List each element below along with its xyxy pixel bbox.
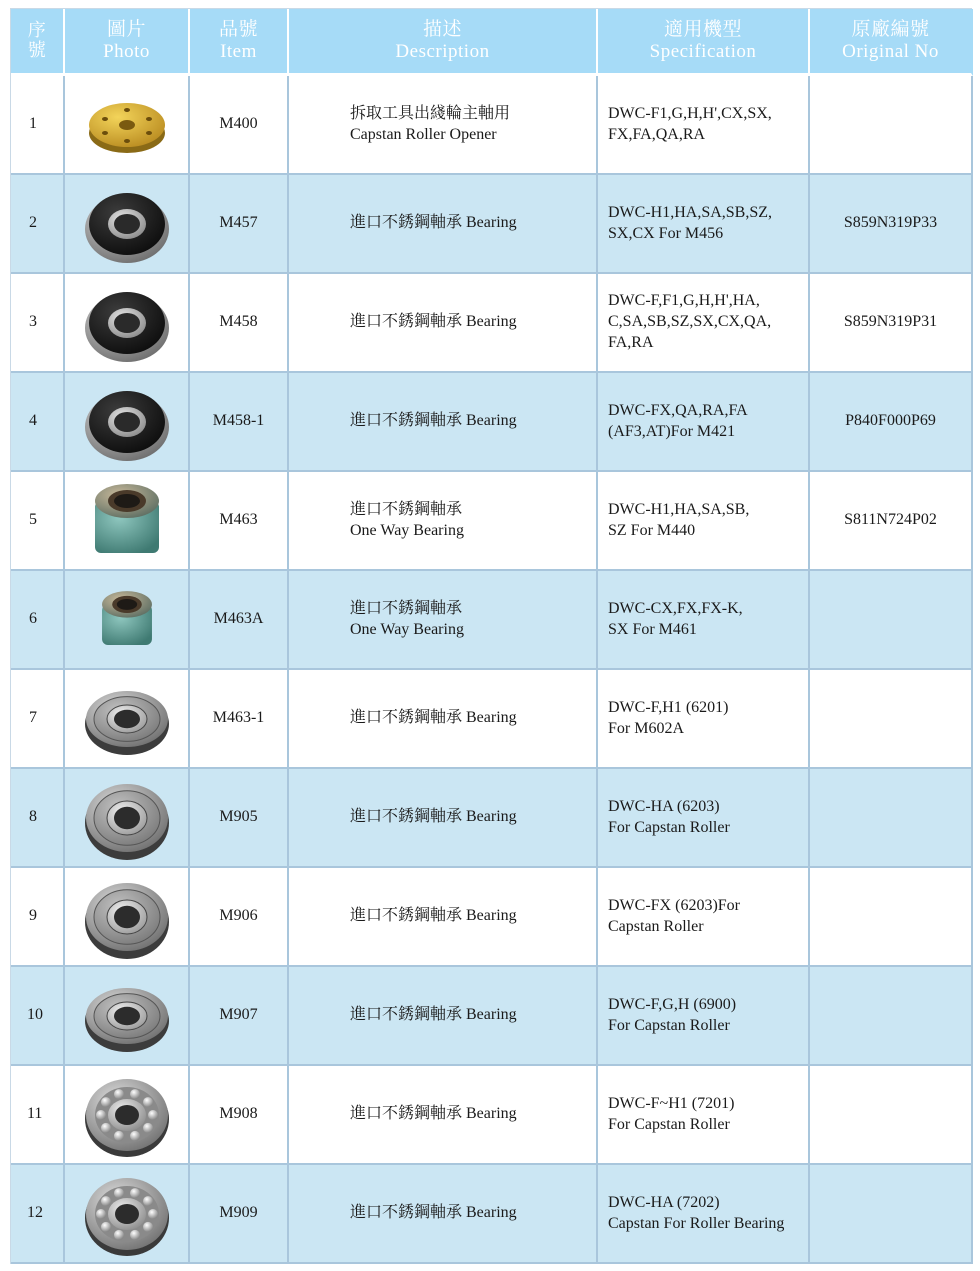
row-index-1: [11, 76, 65, 175]
original-number: [810, 274, 973, 373]
description-line: 進口不銹鋼軸承 Bearing: [350, 709, 517, 727]
row-index-text: 9: [29, 907, 37, 925]
specification-line: C,SA,SB,SZ,SX,CX,QA,: [608, 313, 772, 331]
item-code: [190, 373, 289, 472]
description-line: 進口不銹鋼軸承 Bearing: [350, 808, 517, 826]
header-spec-en: Specification: [649, 41, 757, 62]
specification-line: DWC-F,H1 (6201): [608, 698, 729, 716]
original-number: [810, 76, 973, 175]
specification-line: DWC-F,F1,G,H,H',HA,: [608, 292, 760, 310]
header-specification: [598, 9, 810, 76]
specification: [598, 1165, 810, 1264]
item-code: [190, 76, 289, 175]
row-index-12: [11, 1165, 65, 1264]
description-line: 進口不銹鋼軸承 Bearing: [350, 313, 517, 331]
brass-disc-icon: [77, 80, 177, 170]
row-index-text: 2: [29, 214, 37, 232]
original-number: [810, 868, 973, 967]
header-photo-en: Photo: [103, 41, 150, 62]
item-code: [190, 967, 289, 1066]
row-index-text: 4: [29, 412, 37, 430]
header-item-en: Item: [220, 41, 257, 62]
specification-line: DWC-FX (6203)For: [608, 896, 740, 914]
description-line: Capstan Roller Opener: [350, 125, 497, 143]
specification: [598, 769, 810, 868]
item-code-text: M463: [219, 511, 258, 529]
product-photo: [65, 373, 190, 472]
product-photo: [65, 868, 190, 967]
specification-line: DWC-F~H1 (7201): [608, 1094, 735, 1112]
description: [289, 373, 598, 472]
row-index-text: 6: [29, 610, 37, 628]
item-code: [190, 274, 289, 373]
item-code-text: M463A: [213, 610, 264, 628]
description: [289, 76, 598, 175]
specification-line: DWC-H1,HA,SA,SB,: [608, 500, 750, 518]
header-seq-label: 序 號: [27, 20, 47, 60]
original-number: [810, 967, 973, 1066]
item-code-text: M458-1: [212, 412, 265, 430]
description: [289, 1066, 598, 1165]
specification-line: SX,CX For M456: [608, 224, 724, 242]
description-line: 進口不銹鋼軸承 Bearing: [350, 907, 517, 925]
product-photo: [65, 571, 190, 670]
row-index-2: [11, 175, 65, 274]
specification: [598, 472, 810, 571]
row-index-text: 10: [27, 1006, 43, 1024]
specification: [598, 274, 810, 373]
shielded-bearing-icon: [77, 872, 177, 962]
header-orig-en: Original No: [842, 41, 939, 62]
item-code-text: M906: [219, 907, 258, 925]
specification-line: For Capstan Roller: [608, 1115, 730, 1133]
row-index-5: [11, 472, 65, 571]
row-index-text: 8: [29, 808, 37, 826]
item-code: [190, 472, 289, 571]
description-line: 進口不銹鋼軸承 Bearing: [350, 214, 517, 232]
specification-line: SZ For M440: [608, 521, 696, 539]
item-code: [190, 175, 289, 274]
item-code-text: M907: [219, 1006, 258, 1024]
specification: [598, 967, 810, 1066]
specification-line: FA,RA: [608, 333, 654, 351]
parts-table: [10, 8, 972, 1264]
specification-line: For Capstan Roller: [608, 1016, 730, 1034]
description: [289, 175, 598, 274]
specification-line: SX For M461: [608, 620, 697, 638]
item-code: [190, 1165, 289, 1264]
row-index-6: [11, 571, 65, 670]
item-code-text: M905: [219, 808, 258, 826]
header-orig-zh: 原廠編號: [851, 19, 930, 41]
description-line: 進口不銹鋼軸承 Bearing: [350, 1105, 517, 1123]
item-code: [190, 868, 289, 967]
description-line: 拆取工具出綫輪主軸用: [350, 104, 511, 122]
description: [289, 967, 598, 1066]
specification-line: FX,FA,QA,RA: [608, 125, 706, 143]
flanged-bearing-icon: [77, 278, 177, 368]
product-photo: [65, 670, 190, 769]
description: [289, 274, 598, 373]
header-photo-zh: 圖片: [106, 19, 146, 41]
product-photo: [65, 274, 190, 373]
original-number: [810, 175, 973, 274]
row-index-text: 12: [27, 1204, 43, 1222]
header-seq: [11, 9, 65, 76]
row-index-8: [11, 769, 65, 868]
specification: [598, 1066, 810, 1165]
row-index-text: 11: [27, 1105, 43, 1123]
product-photo: [65, 76, 190, 175]
open-ball-bearing-icon: [77, 1169, 177, 1259]
row-index-11: [11, 1066, 65, 1165]
open-ball-bearing-icon: [77, 1070, 177, 1160]
original-number: [810, 1165, 973, 1264]
header-spec-zh: 適用機型: [663, 19, 742, 41]
original-number-text: S859N319P31: [843, 313, 938, 331]
product-photo: [65, 175, 190, 274]
description: [289, 1165, 598, 1264]
original-number-text: S859N319P33: [843, 214, 938, 232]
description-line: One Way Bearing: [350, 521, 464, 539]
specification-line: For M602A: [608, 719, 685, 737]
item-code: [190, 670, 289, 769]
product-photo: [65, 472, 190, 571]
description-line: 進口不銹鋼軸承: [350, 599, 463, 617]
specification-line: DWC-HA (6203): [608, 797, 720, 815]
row-index-text: 7: [29, 709, 37, 727]
shielded-bearing-side-icon: [77, 971, 177, 1061]
item-code-text: M909: [219, 1204, 258, 1222]
item-code: [190, 571, 289, 670]
specification: [598, 670, 810, 769]
description-line: 進口不銹鋼軸承 Bearing: [350, 1006, 517, 1024]
description: [289, 670, 598, 769]
specification-line: DWC-CX,FX,FX-K,: [608, 599, 743, 617]
flanged-bearing-icon: [77, 377, 177, 467]
description: [289, 868, 598, 967]
header-desc-en: Description: [395, 41, 490, 62]
original-number: [810, 769, 973, 868]
original-number-text: S811N724P02: [844, 511, 937, 529]
specification: [598, 571, 810, 670]
original-number: [810, 670, 973, 769]
header-original-no: [810, 9, 973, 76]
header-item-zh: 品號: [218, 19, 258, 41]
original-number-text: P840F000P69: [845, 412, 936, 430]
one-way-bearing-large-icon: [77, 476, 177, 566]
item-code-text: M400: [219, 115, 258, 133]
shielded-bearing-icon: [77, 773, 177, 863]
row-index-7: [11, 670, 65, 769]
original-number: [810, 1066, 973, 1165]
description: [289, 769, 598, 868]
item-code-text: M463-1: [212, 709, 265, 727]
one-way-bearing-small-icon: [77, 575, 177, 665]
product-photo: [65, 769, 190, 868]
specification: [598, 868, 810, 967]
specification: [598, 76, 810, 175]
description-line: 進口不銹鋼軸承 Bearing: [350, 412, 517, 430]
item-code-text: M457: [219, 214, 258, 232]
row-index-text: 3: [29, 313, 37, 331]
row-index-9: [11, 868, 65, 967]
item-code-text: M458: [219, 313, 258, 331]
specification-line: DWC-F1,G,H,H',CX,SX,: [608, 104, 772, 122]
product-photo: [65, 967, 190, 1066]
row-index-4: [11, 373, 65, 472]
specification: [598, 175, 810, 274]
specification-line: Capstan Roller: [608, 917, 704, 935]
row-index-text: 1: [29, 115, 37, 133]
specification-line: Capstan For Roller Bearing: [608, 1214, 785, 1232]
item-code: [190, 1066, 289, 1165]
item-code: [190, 769, 289, 868]
specification-line: DWC-HA (7202): [608, 1193, 720, 1211]
description: [289, 472, 598, 571]
item-code-text: M908: [219, 1105, 258, 1123]
header-item: [190, 9, 289, 76]
description: [289, 571, 598, 670]
row-index-10: [11, 967, 65, 1066]
specification-line: DWC-FX,QA,RA,FA: [608, 401, 748, 419]
header-desc-zh: 描述: [422, 19, 462, 41]
specification-line: For Capstan Roller: [608, 818, 730, 836]
flanged-bearing-icon: [77, 179, 177, 269]
shielded-bearing-side-icon: [77, 674, 177, 764]
description-line: 進口不銹鋼軸承 Bearing: [350, 1204, 517, 1222]
product-photo: [65, 1165, 190, 1264]
specification-line: (AF3,AT)For M421: [608, 422, 736, 440]
description-line: One Way Bearing: [350, 620, 464, 638]
specification-line: DWC-H1,HA,SA,SB,SZ,: [608, 203, 773, 221]
header-description: [289, 9, 598, 76]
description-line: 進口不銹鋼軸承: [350, 500, 463, 518]
row-index-text: 5: [29, 511, 37, 529]
product-photo: [65, 1066, 190, 1165]
row-index-3: [11, 274, 65, 373]
original-number: [810, 571, 973, 670]
specification: [598, 373, 810, 472]
original-number: [810, 472, 973, 571]
specification-line: DWC-F,G,H (6900): [608, 995, 737, 1013]
original-number: [810, 373, 973, 472]
header-photo: [65, 9, 190, 76]
